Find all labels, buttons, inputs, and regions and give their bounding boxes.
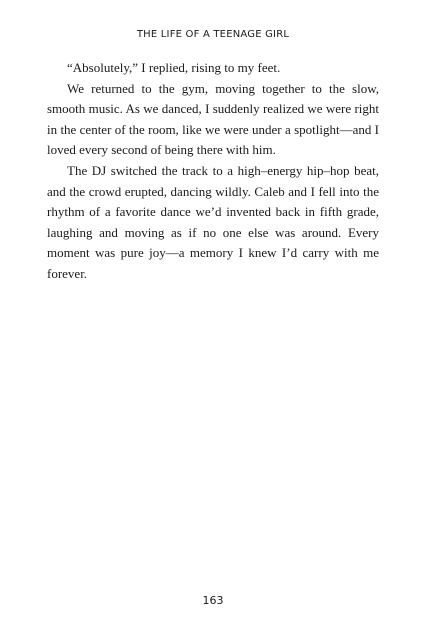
paragraph: “Absolutely,” I replied, rising to my feet. (67, 60, 281, 75)
body-text (47, 58, 379, 285)
running-head: THE LIFE OF A TEENAGE GIRL (136, 29, 290, 40)
page-number: 163 (202, 594, 224, 607)
paragraph: We returned to the gym, moving together to the slow, smooth music. As we danced, I suddenly realized we were right in the center of the room, like we were under a spotlight—and I loved every second of being there with him. (47, 80, 379, 158)
paragraph: The DJ switched the track to a high–energy hip–hop beat, and the crowd erupted, dancing wildly. Caleb and I fell into the rhythm of a favorite dance we’d invented back in fifth grade, laughing and moving as if no one else was around. Every moment was pure joy—a memory I knew I’d carry with me forever. (47, 162, 379, 281)
